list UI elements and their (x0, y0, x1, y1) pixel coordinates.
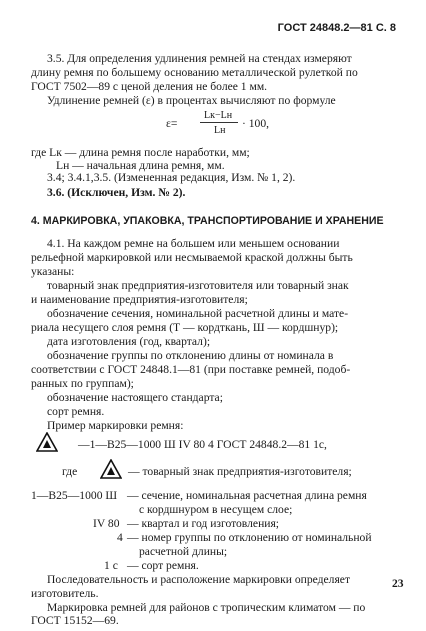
final-line-1: Последовательность и расположение маркировки определяет (47, 573, 351, 586)
legend-four: 4 (117, 531, 123, 544)
p41-line: 4.1. На каждом ремне на большем или меньшем основании (47, 237, 340, 250)
trademark-triangle-icon (36, 432, 58, 452)
p41-line: указаны: (31, 265, 75, 278)
page-number: 23 (392, 577, 404, 590)
paragraph-3-5-line-1: 3.5. Для определения удлинения ремней на стендах измеряют (47, 52, 352, 65)
trademark-triangle-icon (100, 459, 122, 479)
paragraph-3-5-line-3: ГОСТ 7502—89 с ценой деления не более 1 мм. (31, 80, 268, 93)
legend-code: 1—В25—1000 Ш (31, 489, 118, 502)
formula-rhs: · 100, (242, 117, 270, 130)
final-line-4: ГОСТ 15152—69. (31, 614, 119, 627)
p41-line: риала несущего слоя ремня (Т — кордткань, Ш — кордшнур); (31, 321, 339, 334)
p41-line: и наименование предприятия-изготовителя; (31, 293, 248, 306)
paragraph-3-5-line-2: длину ремня по большему основанию металлической рулеткой по (31, 66, 358, 79)
paragraph-3-6: 3.6. (Исключен, Изм. № 2). (47, 186, 186, 199)
p41-line: обозначение группы по отклонению длины от номинала в (47, 349, 334, 362)
p41-line: обозначение настоящего стандарта; (47, 391, 223, 404)
formula-denominator: Lн (214, 125, 226, 136)
legend-iv80-desc: — квартал и год изготовления; (127, 517, 280, 530)
p41-line: ранных по группам); (31, 377, 134, 390)
p41-line: соответствии с ГОСТ 24848.1—81 (при поставке ремней, подоб- (31, 363, 351, 376)
paragraph-3-5-line-4: Удлинение ремней (ε) в процентах вычисляют по формуле (47, 94, 336, 107)
formula-numerator: Lк−Lн (204, 110, 233, 121)
final-line-3: Маркировка ремней для районов с тропическим климатом — по (47, 601, 366, 614)
legend-four-desc: расчетной длины; (139, 545, 228, 558)
legend-iv80: IV 80 (93, 517, 120, 530)
legend-code-desc: — сечение, номинальная расчетная длина ремня (127, 489, 367, 502)
marking-example: —1—В25—1000 Ш IV 80 4 ГОСТ 24848.2—81 1с, (78, 438, 327, 451)
legend-code-desc: с кордшнуром в несущем слое; (139, 503, 293, 516)
fraction-bar (200, 122, 238, 123)
p41-line: обозначение сечения, номинальной расчетной длины и мате- (47, 307, 349, 320)
legend-mark-desc: — товарный знак предприятия-изготовителя; (128, 465, 352, 478)
p41-line: Пример маркировки ремня: (47, 419, 184, 432)
where-line-1: где Lк — длина ремня после наработки, мм; (31, 146, 250, 159)
formula-lhs: ε= (166, 117, 178, 130)
where-line-2: Lн — начальная длина ремня, мм. (56, 159, 225, 172)
section-4-title: 4. МАРКИРОВКА, УПАКОВКА, ТРАНСПОРТИРОВАНИЕ И ХРАНЕНИЕ (31, 215, 384, 227)
page-header: ГОСТ 24848.2—81 С. 8 (277, 22, 396, 34)
p41-line: товарный знак предприятия-изготовителя или товарный знак (47, 279, 349, 292)
legend-four-desc: — номер группы по отклонению от номинальной (127, 531, 372, 544)
legend-onec-desc: — сорт ремня. (127, 559, 199, 572)
legend-gde: где (62, 465, 78, 478)
p41-line: сорт ремня. (47, 405, 105, 418)
p41-line: дата изготовления (год, квартал); (47, 335, 211, 348)
final-line-2: изготовитель. (31, 587, 99, 600)
legend-onec: 1 с (104, 559, 118, 572)
amendment-note: 3.4; 3.4.1,3.5. (Измененная редакция, Изм. № 1, 2). (47, 171, 296, 184)
p41-line: рельефной маркировкой или несмываемой краской должны быть (31, 251, 353, 264)
